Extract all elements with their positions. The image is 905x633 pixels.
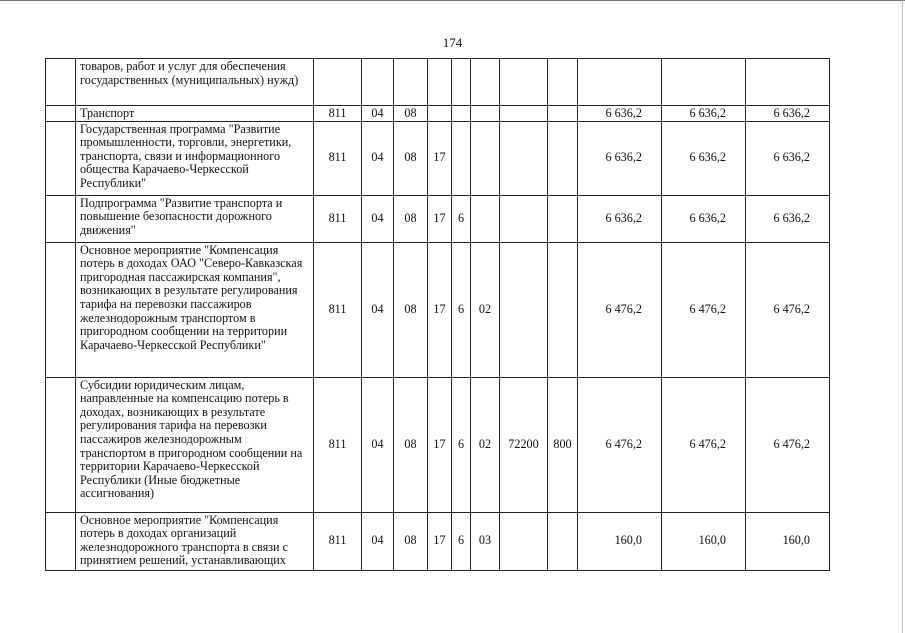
section-code: 04 [362,512,394,570]
subsection-code: 08 [394,106,428,122]
amount-year-3: 6 476,2 [746,242,830,377]
measure-code [471,121,500,195]
program-code: 17 [428,195,452,242]
table-row [46,106,830,122]
admin-code: 811 [314,195,362,242]
direction-code [500,106,548,122]
admin-code: 811 [314,377,362,512]
table-row [46,121,830,195]
subprogram-code: 6 [452,512,471,570]
program-code: 17 [428,512,452,570]
blank-cell [46,106,76,122]
amount-year-2: 6 476,2 [662,242,746,377]
amount-year-1 [578,59,662,106]
blank-cell [46,242,76,377]
subprogram-code: 6 [452,377,471,512]
blank-cell [46,377,76,512]
amount-year-2: 160,0 [662,512,746,570]
expense-type-code: 800 [548,377,578,512]
amount-year-2: 6 636,2 [662,195,746,242]
expense-type-code [548,512,578,570]
item-name: Основное мероприятие "Компенсация потерь в доходах организаций железнодорожного транспорта в связи с принятием решений, устанавливающих [76,512,314,570]
amount-year-2: 6 636,2 [662,121,746,195]
table-row [46,512,830,570]
program-code: 17 [428,377,452,512]
measure-code: 02 [471,377,500,512]
item-name: Основное мероприятие "Компенсация потерь в доходах ОАО "Северо-Кавказская пригородная пассажирская компания", возникающих в результате регулирования тарифа на перевозки пассажиров железнодорожным транспортом в пригородном сообщении на территории Карачаево-Черкесской Республики" [76,242,314,377]
blank-cell [46,121,76,195]
blank-cell [46,195,76,242]
scan-top-edge [0,0,905,3]
measure-code: 03 [471,512,500,570]
measure-code [471,59,500,106]
scan-right-edge [902,0,903,633]
item-name: Подпрограмма "Развитие транспорта и повышение безопасности дорожного движения" [76,195,314,242]
blank-cell [46,512,76,570]
amount-year-3: 6 636,2 [746,195,830,242]
table-row [46,59,830,106]
subprogram-code: 6 [452,242,471,377]
measure-code: 02 [471,242,500,377]
admin-code: 811 [314,512,362,570]
item-name: Транспорт [76,106,314,122]
expense-type-code [548,121,578,195]
direction-code: 72200 [500,377,548,512]
program-code: 17 [428,242,452,377]
subsection-code: 08 [394,195,428,242]
measure-code [471,106,500,122]
direction-code [500,242,548,377]
direction-code [500,195,548,242]
table-row [46,242,830,377]
program-code [428,59,452,106]
section-code: 04 [362,377,394,512]
amount-year-1: 6 636,2 [578,121,662,195]
expense-type-code [548,59,578,106]
subsection-code: 08 [394,121,428,195]
item-name: Субсидии юридическим лицам, направленные на компенсацию потерь в доходах, возникающих в результате регулирования тарифа на перевозки пассажиров железнодорожным транспортом в пригородном сообщении на территории Карачаево-Черкесской Республики (Иные бюджетные ассигнования) [76,377,314,512]
amount-year-3: 6 636,2 [746,121,830,195]
direction-code [500,512,548,570]
admin-code: 811 [314,242,362,377]
amount-year-3: 6 636,2 [746,106,830,122]
subsection-code: 08 [394,242,428,377]
subsection-code [394,59,428,106]
amount-year-2: 6 476,2 [662,377,746,512]
admin-code: 811 [314,121,362,195]
subprogram-code [452,59,471,106]
amount-year-1: 6 476,2 [578,242,662,377]
item-name: Государственная программа "Развитие промышленности, торговли, энергетики, транспорта, связи и информационного общества Карачаево-Черкесской Республики" [76,121,314,195]
amount-year-1: 6 476,2 [578,377,662,512]
expense-type-code [548,242,578,377]
subprogram-code [452,106,471,122]
subprogram-code: 6 [452,195,471,242]
budget-table [45,58,830,571]
amount-year-3: 6 476,2 [746,377,830,512]
table-row [46,377,830,512]
blank-cell [46,59,76,106]
program-code: 17 [428,121,452,195]
amount-year-2 [662,59,746,106]
measure-code [471,195,500,242]
admin-code [314,59,362,106]
subsection-code: 08 [394,377,428,512]
direction-code [500,121,548,195]
subprogram-code [452,121,471,195]
amount-year-2: 6 636,2 [662,106,746,122]
amount-year-1: 6 636,2 [578,106,662,122]
item-name: товаров, работ и услуг для обеспечения государственных (муниципальных) нужд) [76,59,314,106]
section-code: 04 [362,121,394,195]
section-code: 04 [362,106,394,122]
amount-year-1: 160,0 [578,512,662,570]
subsection-code: 08 [394,512,428,570]
expense-type-code [548,195,578,242]
admin-code: 811 [314,106,362,122]
direction-code [500,59,548,106]
page-number: 174 [442,35,463,50]
table-row [46,195,830,242]
amount-year-1: 6 636,2 [578,195,662,242]
program-code [428,106,452,122]
amount-year-3: 160,0 [746,512,830,570]
section-code: 04 [362,195,394,242]
section-code: 04 [362,242,394,377]
amount-year-3 [746,59,830,106]
section-code [362,59,394,106]
expense-type-code [548,106,578,122]
